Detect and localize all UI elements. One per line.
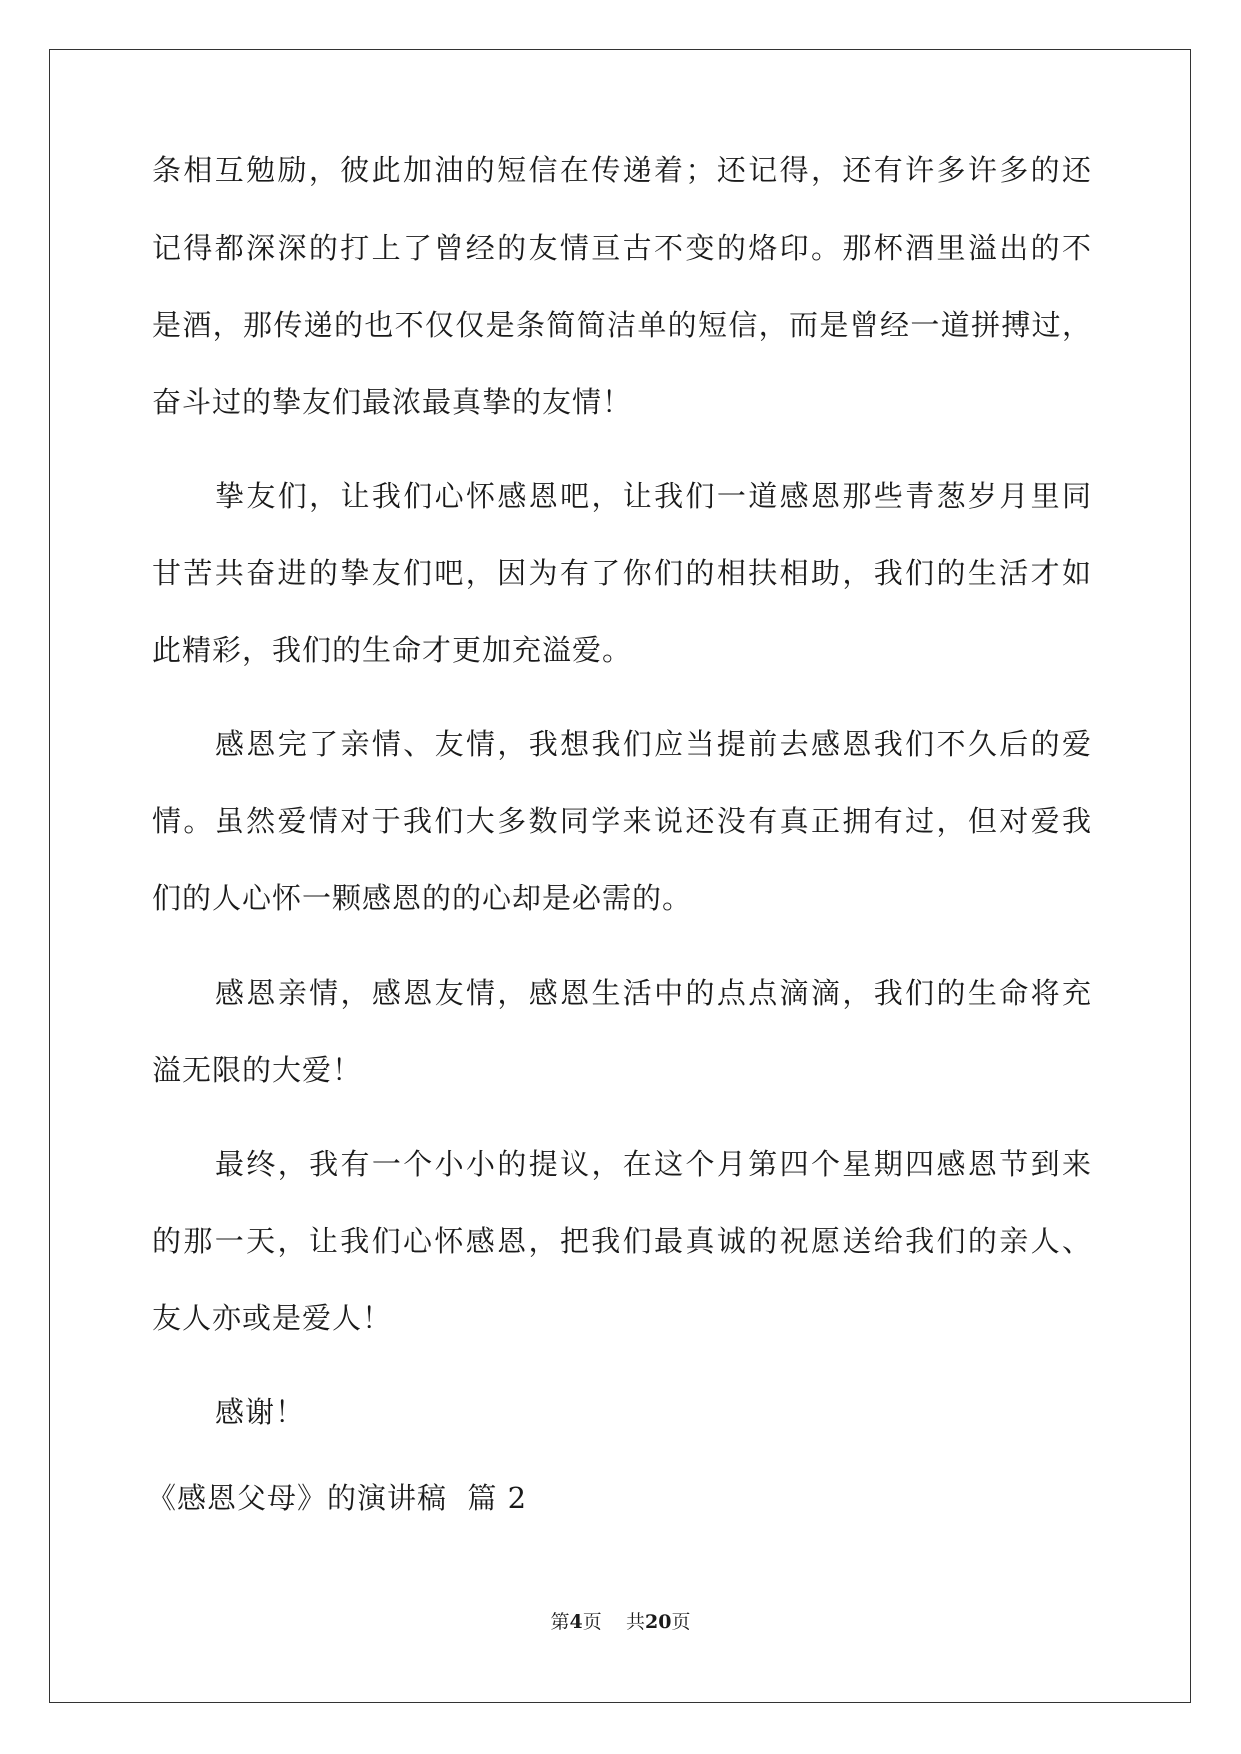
body-text-line: 感恩完了亲情、友情，我想我们应当提前去感恩我们不久后的爱: [215, 727, 1092, 761]
footer-page-prefix: 第: [550, 1611, 570, 1633]
page-border: [49, 49, 1191, 1703]
body-text-line: 溢无限的大爱！: [152, 1053, 363, 1087]
body-text-line: 感恩亲情，感恩友情，感恩生活中的点点滴滴，我们的生命将充: [215, 976, 1092, 1010]
body-text-line: 此精彩，我们的生命才更加充溢爱。: [152, 633, 633, 667]
body-text-line: 挚友们，让我们心怀感恩吧，让我们一道感恩那些青葱岁月里同: [215, 479, 1092, 513]
body-text-line: 是酒，那传递的也不仅仅是条简简洁单的短信，而是曾经一道拼搏过，: [152, 308, 1092, 342]
footer-page-number: 4: [569, 1611, 583, 1633]
footer-total-pages: 20: [644, 1611, 672, 1633]
footer-page-suffix: 页: [582, 1611, 602, 1633]
body-text-line: 最终，我有一个小小的提议，在这个月第四个星期四感恩节到来: [215, 1147, 1092, 1181]
footer-total-prefix: 共: [625, 1611, 645, 1633]
body-text-line: 感谢！: [215, 1395, 306, 1429]
body-text-line: 记得都深深的打上了曾经的友情亘古不变的烙印。那杯酒里溢出的不: [152, 231, 1092, 265]
body-text-line: 友人亦或是爱人！: [152, 1301, 393, 1335]
body-text-line: 的那一天，让我们心怀感恩，把我们最真诚的祝愿送给我们的亲人、: [152, 1224, 1092, 1258]
page-footer: [0, 1610, 1241, 1634]
body-text-line: 们的人心怀一颗感恩的的心却是必需的。: [152, 881, 693, 915]
body-text-line: 甘苦共奋进的挚友们吧，因为有了你们的相扶相助，我们的生活才如: [152, 556, 1092, 590]
section-heading: 《感恩父母》的演讲稿 篇 2: [147, 1481, 528, 1515]
body-text-line: 奋斗过的挚友们最浓最真挚的友情！: [152, 385, 633, 419]
body-text-line: 情。虽然爱情对于我们大多数同学来说还没有真正拥有过，但对爱我: [152, 804, 1092, 838]
body-text-line: 条相互勉励，彼此加油的短信在传递着；还记得，还有许多许多的还: [152, 153, 1092, 187]
footer-total-suffix: 页: [671, 1611, 691, 1633]
